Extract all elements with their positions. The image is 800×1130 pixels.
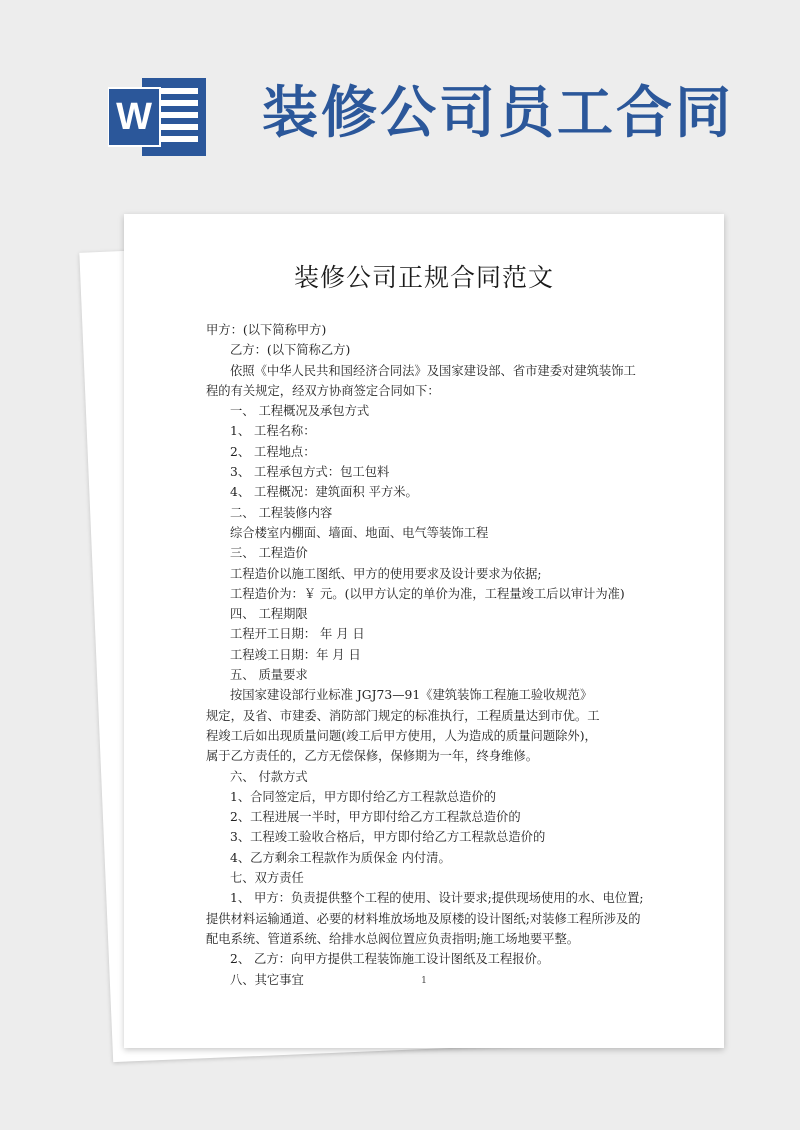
- word-icon-letter: W: [116, 96, 152, 138]
- party-b-line: 乙方：(以下简称乙方): [230, 343, 351, 358]
- clause-line: 工程开工日期： 年 月 日: [230, 627, 365, 642]
- section-heading: 二、 工程装修内容: [230, 505, 333, 520]
- quality-paragraph: 按国家建设部行业标准 JGJ73—91《建筑装饰工程施工验收规范》规定，及省、市建委、消防部门规定的标准执行，工程质量达到市优。工程竣工后如出现质量问题(竣工后甲方使用，人为造成的质量问题除外)，属于乙方责任的，乙方无偿保修，保修期为一年，终身维修。: [206, 688, 600, 764]
- clause-line: 2、 工程地点：: [230, 444, 316, 459]
- document-body: [206, 320, 646, 990]
- clause-line: 4、乙方剩余工程款作为质保金 内付清。: [230, 850, 451, 865]
- clause-line: 3、工程竣工验收合格后，甲方即付给乙方工程款总造价的: [230, 830, 546, 845]
- clause-line: 1、合同签定后，甲方即付给乙方工程款总造价的: [230, 789, 497, 804]
- clause-line: 工程造价以施工图纸、甲方的使用要求及设计要求为依据;: [230, 566, 542, 581]
- section-heading: 四、 工程期限: [230, 607, 308, 622]
- clause-line: 综合楼室内棚面、墙面、地面、电气等装饰工程: [230, 525, 489, 540]
- clause-line: 2、 乙方：向甲方提供工程装饰施工设计图纸及工程报价。: [230, 952, 550, 967]
- banner: [0, 0, 800, 200]
- page-number: 1: [421, 976, 427, 986]
- section-heading: 三、 工程造价: [230, 546, 308, 561]
- preamble-paragraph: 依照《中华人民共和国经济合同法》及国家建设部、省市建委对建筑装饰工程的有关规定，经双方协商签定合同如下：: [206, 363, 636, 398]
- section-heading: 七、双方责任: [230, 871, 304, 886]
- clause-line: 工程造价为：￥ 元。(以甲方认定的单价为准，工程量竣工后以审计为准): [230, 586, 625, 601]
- clause-line: 2、工程进展一半时，甲方即付给乙方工程款总造价的: [230, 810, 521, 825]
- clause-line: 3、 工程承包方式：包工包料: [230, 465, 390, 480]
- section-heading: 一、 工程概况及承包方式: [230, 404, 370, 419]
- section-heading: 八、其它事宜: [230, 972, 304, 987]
- responsibility-paragraph: 1、 甲方：负责提供整个工程的使用、设计要求;提供现场使用的水、电位置;提供材料运输通道、必要的材料堆放场地及原楼的设计图纸;对装修工程所涉及的配电系统、管道系统、给排水总阀位置应负责指明;施工场地要平整。: [206, 891, 644, 946]
- document-page: [124, 214, 724, 1048]
- banner-title: 装修公司员工合同: [262, 81, 734, 146]
- section-heading: 五、 质量要求: [230, 668, 308, 683]
- clause-line: 4、 工程概况：建筑面积 平方米。: [230, 485, 418, 500]
- section-heading: 六、 付款方式: [230, 769, 308, 784]
- word-document-icon: [108, 72, 216, 162]
- document-title: 装修公司正规合同范文: [293, 263, 554, 292]
- clause-line: 1、 工程名称：: [230, 424, 316, 439]
- clause-line: 工程竣工日期：年 月 日: [230, 647, 361, 662]
- party-a-line: 甲方：(以下简称甲方): [206, 323, 327, 337]
